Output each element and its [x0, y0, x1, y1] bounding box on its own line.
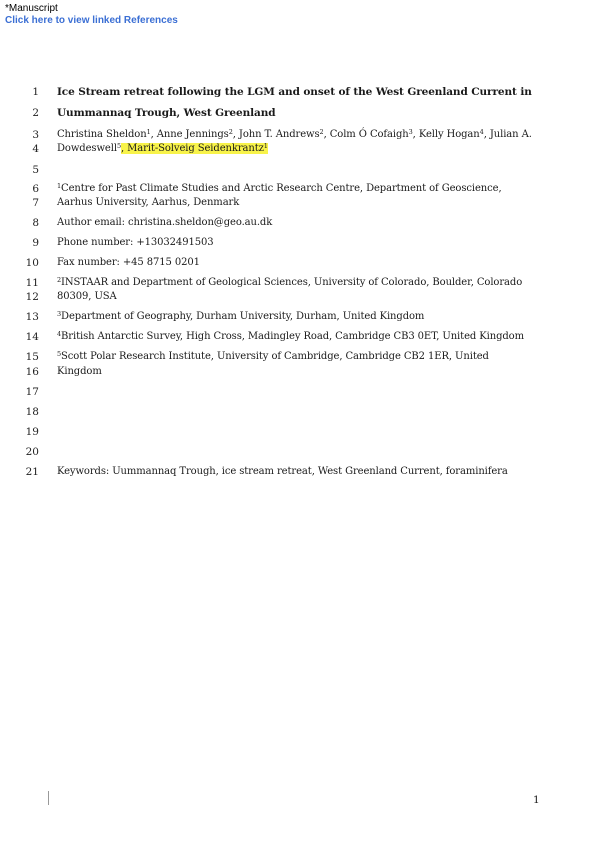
manuscript-line	[0, 142, 595, 156]
author-separator: ,	[412, 129, 419, 140]
affiliation-mark: 1	[146, 128, 151, 136]
affiliation-3	[57, 310, 424, 324]
author-list-continued	[57, 142, 268, 156]
manuscript-line	[0, 196, 595, 210]
author-separator: ,	[150, 129, 157, 140]
line-number: 6	[32, 183, 39, 195]
linked-references-link[interactable]: Click here to view linked References	[5, 15, 178, 26]
phone-number: Phone number: +13032491503	[57, 237, 214, 248]
affiliation-text: INSTAAR and Department of Geological Sciences, University of Colorado, Boulder, Colorado	[61, 277, 523, 288]
manuscript-line	[0, 256, 595, 270]
line-number: 11	[25, 277, 39, 289]
manuscript-line	[0, 310, 595, 324]
author-separator: ,	[232, 129, 239, 140]
margin-bar	[48, 791, 49, 805]
manuscript-line	[0, 182, 595, 196]
manuscript-line	[0, 276, 595, 290]
line-number: 14	[25, 331, 39, 343]
line-number: 5	[32, 164, 39, 176]
manuscript-line	[0, 128, 595, 142]
line-number: 1	[32, 86, 39, 98]
fax-number: Fax number: +45 8715 0201	[57, 257, 200, 268]
highlighted-author	[121, 143, 268, 154]
author-separator: ,	[483, 129, 490, 140]
line-number: 7	[32, 197, 39, 209]
manuscript-line	[0, 445, 595, 459]
affiliation-mark: 1	[263, 142, 268, 150]
affiliation-mark: 2	[57, 276, 62, 284]
affiliation-mark: 3	[57, 310, 62, 318]
paper-title-line-1: Ice Stream retreat following the LGM and onset of the West Greenland Current in	[57, 86, 532, 98]
manuscript-line	[0, 85, 595, 99]
author-name: Kelly Hogan	[418, 129, 480, 140]
affiliation-mark: 2	[319, 128, 324, 136]
line-number: 16	[25, 366, 39, 378]
affiliation-text: Aarhus University, Aarhus, Denmark	[57, 197, 240, 208]
affiliation-text: 80309, USA	[57, 291, 117, 302]
line-number: 21	[25, 466, 39, 478]
manuscript-line	[0, 465, 595, 479]
manuscript-line	[0, 350, 595, 364]
line-number: 8	[32, 217, 39, 229]
affiliation-mark: 4	[479, 128, 484, 136]
paper-title-line-2: Uummannaq Trough, West Greenland	[57, 107, 276, 119]
affiliation-mark: 2	[228, 128, 233, 136]
line-number: 15	[25, 351, 39, 363]
manuscript-line	[0, 216, 595, 230]
manuscript-line	[0, 163, 595, 177]
line-number: 18	[25, 406, 39, 418]
manuscript-line	[0, 385, 595, 399]
affiliation-text: British Antarctic Survey, High Cross, Madingley Road, Cambridge CB3 0ET, United Kingdom	[61, 331, 524, 342]
affiliation-5	[57, 350, 489, 364]
affiliation-mark: 5	[57, 350, 62, 358]
line-number: 13	[25, 311, 39, 323]
page-number: 1	[533, 794, 540, 806]
affiliation-2	[57, 276, 522, 290]
line-number: 2	[32, 107, 39, 119]
manuscript-line	[0, 405, 595, 419]
highlighted-author-name: , Marit-Solveig Seidenkrantz	[120, 143, 264, 154]
author-name: Dowdeswell	[57, 143, 117, 154]
author-separator: ,	[323, 129, 330, 140]
keywords: Keywords: Uummannaq Trough, ice stream retreat, West Greenland Current, foraminifera	[57, 466, 508, 477]
manuscript-label: *Manuscript	[5, 3, 58, 14]
affiliation-text: Kingdom	[57, 366, 102, 377]
author-list	[57, 128, 532, 142]
manuscript-line	[0, 106, 595, 120]
affiliation-mark: 1	[57, 182, 62, 190]
author-name: Julian A.	[489, 129, 532, 140]
affiliation-text: Department of Geography, Durham University, Durham, United Kingdom	[61, 311, 425, 322]
line-number: 4	[32, 143, 39, 155]
line-number: 20	[25, 446, 39, 458]
line-number: 17	[25, 386, 39, 398]
affiliation-text: Centre for Past Climate Studies and Arctic Research Centre, Department of Geoscience,	[61, 183, 502, 194]
affiliation-4	[57, 330, 524, 344]
affiliation-mark: 5	[116, 142, 121, 150]
affiliation-mark: 3	[408, 128, 413, 136]
line-number: 9	[32, 237, 39, 249]
author-email: Author email: christina.sheldon@geo.au.dk	[57, 217, 273, 228]
manuscript-line	[0, 330, 595, 344]
line-number: 12	[25, 291, 39, 303]
manuscript-line	[0, 425, 595, 439]
author-name: John T. Andrews	[238, 129, 320, 140]
author-name: Christina Sheldon	[57, 129, 147, 140]
manuscript-line	[0, 290, 595, 304]
affiliation-1	[57, 182, 502, 196]
line-number: 19	[25, 426, 39, 438]
affiliation-text: Scott Polar Research Institute, University of Cambridge, Cambridge CB2 1ER, United	[61, 351, 489, 362]
author-name: Colm Ó Cofaigh	[329, 129, 409, 140]
manuscript-line	[0, 236, 595, 250]
manuscript-line	[0, 365, 595, 379]
line-number: 3	[32, 129, 39, 141]
affiliation-mark: 4	[57, 330, 62, 338]
line-number: 10	[25, 257, 39, 269]
author-name: Anne Jennings	[156, 129, 229, 140]
